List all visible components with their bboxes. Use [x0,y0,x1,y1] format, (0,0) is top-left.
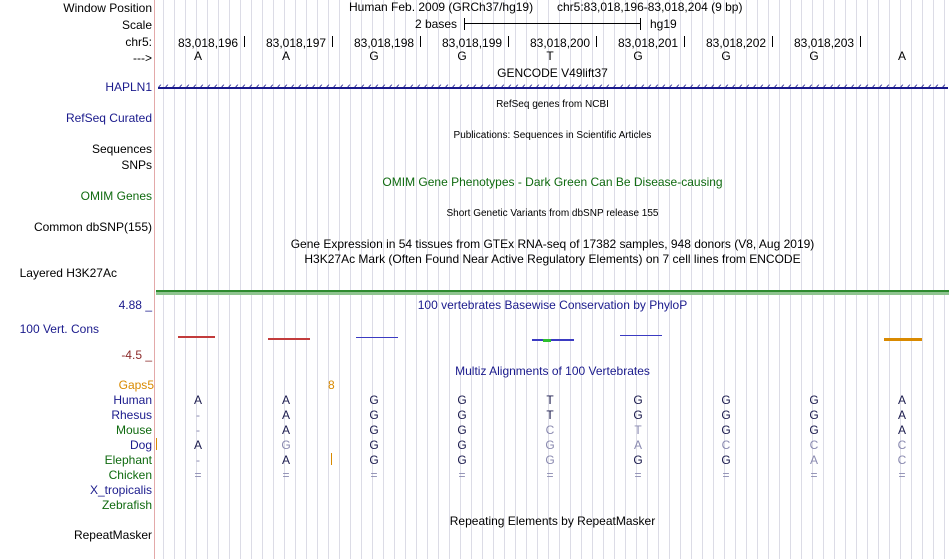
omim-title[interactable]: OMIM Gene Phenotypes - Dark Green Can Be Disease-causing [382,175,723,189]
grid-line [394,0,395,559]
alignment-base: G [545,438,555,452]
chevron-left-icon: ‹ [802,81,806,93]
alignment-base: C [809,438,819,452]
alignment-base: G [721,453,731,467]
chevron-left-icon: ‹ [487,81,491,93]
gencode-title[interactable]: GENCODE V49lift37 [497,66,608,80]
chevron-left-icon: ‹ [648,81,652,93]
alignment-base: G [721,393,731,407]
window-position-label: Window Position [63,1,152,15]
chevron-left-icon: ‹ [823,81,827,93]
chevron-left-icon: ‹ [942,81,946,93]
chevron-left-icon: ‹ [620,81,624,93]
grid-line [317,0,318,559]
chevron-left-icon: ‹ [550,81,554,93]
grid-line [218,0,219,559]
alignment-base: G [369,408,379,422]
chevron-left-icon: ‹ [235,81,239,93]
chevron-left-icon: ‹ [354,81,358,93]
chevron-left-icon: ‹ [718,81,722,93]
cons-max-label: 4.88 _ [118,298,152,312]
grid-line [856,0,857,559]
alignment-base: G [809,408,819,422]
chevron-left-icon: ‹ [732,81,736,93]
alignment-base: A [897,408,906,422]
alignment-base: = [458,468,466,482]
chevron-left-icon: ‹ [746,81,750,93]
chevron-left-icon: ‹ [858,81,862,93]
alignment-base: - [196,453,200,467]
chevron-left-icon: ‹ [844,81,848,93]
chevron-left-icon: ‹ [228,81,232,93]
gap-count-8: 8 [328,378,335,392]
grid-line [526,0,527,559]
chevron-left-icon: ‹ [221,81,225,93]
phylop-title[interactable]: 100 vertebrates Basewise Conservation by PhyloP [417,298,688,312]
ruler-coordinate: 83,018,203 [794,36,855,50]
alignment-base: - [196,408,200,422]
track-label-column [0,0,154,559]
chevron-left-icon: ‹ [494,81,498,93]
chevron-left-icon: ‹ [249,81,253,93]
scale-text: 2 bases [415,17,458,31]
chevron-left-icon: ‹ [676,81,680,93]
chevron-left-icon: ‹ [424,81,428,93]
alignment-base: A [897,423,906,437]
ruler-coordinate: 83,018,198 [354,36,415,50]
chevron-left-icon: ‹ [452,81,456,93]
chevron-left-icon: ‹ [767,81,771,93]
chevron-left-icon: ‹ [907,81,911,93]
chevron-left-icon: ‹ [886,81,890,93]
chevron-left-icon: ‹ [207,81,211,93]
h3k27ac-title[interactable]: H3K27Ac Mark (Often Found Near Active Regulatory Elements) on 7 cell lines from ENCODE [304,252,801,266]
grid-line [163,0,164,559]
gaps-label: Gaps5 [118,378,154,392]
chevron-left-icon: ‹ [543,81,547,93]
chevron-left-icon: ‹ [165,81,169,93]
chevron-left-icon: ‹ [879,81,883,93]
chr-label: chr5: [125,35,152,49]
chevron-left-icon: ‹ [774,81,778,93]
alignment-base: A [281,423,290,437]
chevron-left-icon: ‹ [284,81,288,93]
alignment-base: T [634,423,642,437]
reference-base: A [281,49,290,63]
chevron-left-icon: ‹ [872,81,876,93]
alignment-base: G [633,408,643,422]
alignment-base: = [370,468,378,482]
chevron-left-icon: ‹ [277,81,281,93]
chevron-left-icon: ‹ [459,81,463,93]
chevron-left-icon: ‹ [305,81,309,93]
chevron-left-icon: ‹ [606,81,610,93]
chevron-left-icon: ‹ [438,81,442,93]
chevron-left-icon: ‹ [739,81,743,93]
ruler-coordinate: 83,018,200 [530,36,591,50]
reference-base: G [721,49,731,63]
cons-min-label: -4.5 _ [121,348,152,362]
alignment-base: G [457,438,467,452]
chevron-left-icon: ‹ [319,81,323,93]
alignment-base: = [722,468,730,482]
repeatmasker-title[interactable]: Repeating Elements by RepeatMasker [449,514,656,528]
chevron-left-icon: ‹ [396,81,400,93]
chevron-left-icon: ‹ [634,81,638,93]
species-label[interactable]: Rhesus [111,408,152,422]
species-label[interactable]: Zebrafish [101,498,152,512]
alignment-base: G [369,393,379,407]
alignment-base: C [545,423,555,437]
alignment-base: G [457,423,467,437]
chevron-left-icon: ‹ [242,81,246,93]
chevron-left-icon: ‹ [914,81,918,93]
gtex-title[interactable]: Gene Expression in 54 tissues from GTEx RNA-seq of 17382 samples, 948 donors (V8, Aug 2019) [290,237,815,251]
label-separator [154,0,155,559]
chevron-left-icon: ‹ [312,81,316,93]
chevron-left-icon: ‹ [179,81,183,93]
alignment-base: A [281,453,290,467]
dbsnp-title[interactable]: Short Genetic Variants from dbSNP release 155 [446,208,659,219]
chevron-left-icon: ‹ [851,81,855,93]
chevron-left-icon: ‹ [298,81,302,93]
ruler-coordinate: 83,018,201 [618,36,679,50]
chevron-left-icon: ‹ [186,81,190,93]
ruler-coordinate: 83,018,199 [442,36,503,50]
alignment-base: G [633,393,643,407]
grid-line [757,0,758,559]
assembly-title: Human Feb. 2009 (GRCh37/hg19) [349,0,534,14]
chevron-left-icon: ‹ [585,81,589,93]
chevron-left-icon: ‹ [480,81,484,93]
chevron-left-icon: ‹ [515,81,519,93]
chevron-left-icon: ‹ [557,81,561,93]
chevron-left-icon: ‹ [158,81,162,93]
grid-line [625,0,626,559]
ruler-coordinate: 83,018,197 [266,36,327,50]
alignment-base: G [457,393,467,407]
alignment-base: G [633,453,643,467]
chevron-left-icon: ‹ [788,81,792,93]
scale-label: Scale [121,18,152,32]
chevron-left-icon: ‹ [592,81,596,93]
ruler-tick [244,36,245,47]
refseq-title[interactable]: RefSeq genes from NCBI [496,99,609,110]
alignment-base: C [897,438,907,452]
alignment-base: A [281,408,290,422]
alignment-base: G [721,408,731,422]
chevron-left-icon: ‹ [291,81,295,93]
snps-label[interactable]: SNPs [121,158,152,172]
alignment-base: A [633,438,642,452]
chevron-left-icon: ‹ [445,81,449,93]
alignment-base: G [809,393,819,407]
alignment-base: = [282,468,290,482]
chevron-left-icon: ‹ [340,81,344,93]
species-label[interactable]: Elephant [104,453,152,467]
reference-base: G [369,49,379,63]
grid-line [449,0,450,559]
chevron-left-icon: ‹ [627,81,631,93]
chevron-left-icon: ‹ [403,81,407,93]
chevron-left-icon: ‹ [641,81,645,93]
alignment-base: G [369,423,379,437]
chevron-left-icon: ‹ [214,81,218,93]
chevron-left-icon: ‹ [900,81,904,93]
grid-line [834,0,835,559]
chevron-left-icon: ‹ [473,81,477,93]
grid-line [779,0,780,559]
ruler-coordinate: 83,018,196 [178,36,239,50]
chevron-left-icon: ‹ [816,81,820,93]
alignment-base: G [369,438,379,452]
chevron-left-icon: ‹ [781,81,785,93]
species-label[interactable]: Chicken [108,468,152,482]
grid-line [933,0,934,559]
alignment-base: C [721,438,731,452]
chevron-left-icon: ‹ [669,81,673,93]
chevron-left-icon: ‹ [690,81,694,93]
omim-label[interactable]: OMIM Genes [80,189,152,203]
chevron-left-icon: ‹ [466,81,470,93]
alignment-base: G [809,423,819,437]
alignment-base: G [281,438,291,452]
chevron-left-icon: ‹ [795,81,799,93]
chevron-left-icon: ‹ [522,81,526,93]
alignment-base: G [545,453,555,467]
alignment-base: = [634,468,642,482]
alignment-base: - [196,423,200,437]
chevron-left-icon: ‹ [529,81,533,93]
ruler-tick [508,36,509,47]
alignment-base: A [809,453,818,467]
chevron-left-icon: ‹ [655,81,659,93]
chevron-left-icon: ‹ [200,81,204,93]
chevron-left-icon: ‹ [256,81,260,93]
chevron-left-icon: ‹ [193,81,197,93]
strand-label: ---> [133,51,152,65]
chevron-left-icon: ‹ [263,81,267,93]
grid-line [603,0,604,559]
alignment-base: = [898,468,906,482]
ruler-coordinate: 83,018,202 [706,36,767,50]
chevron-left-icon: ‹ [711,81,715,93]
db-label: hg19 [650,17,677,31]
chevron-left-icon: ‹ [662,81,666,93]
position-readout: chr5:83,018,196-83,018,204 (9 bp) [557,0,743,14]
chevron-left-icon: ‹ [837,81,841,93]
multiz-title[interactable]: Multiz Alignments of 100 Vertebrates [455,364,650,378]
reference-base: A [193,49,202,63]
chevron-left-icon: ‹ [613,81,617,93]
chevron-left-icon: ‹ [564,81,568,93]
species-label[interactable]: Mouse [115,423,152,437]
species-label[interactable]: Dog [129,438,152,452]
alignment-base: A [193,393,202,407]
species-label[interactable]: Human [113,393,152,407]
chevron-left-icon: ‹ [760,81,764,93]
h3k27ac-signal [156,290,949,295]
chevron-left-icon: ‹ [508,81,512,93]
chevron-left-icon: ‹ [361,81,365,93]
alignment-base: G [369,453,379,467]
alignment-base: A [897,393,906,407]
chevron-left-icon: ‹ [410,81,414,93]
reference-base: G [809,49,819,63]
chevron-left-icon: ‹ [893,81,897,93]
publications-title[interactable]: Publications: Sequences in Scientific Articles [453,130,652,141]
alignment-base: C [897,453,907,467]
sequences-label[interactable]: Sequences [91,142,152,156]
chevron-left-icon: ‹ [928,81,932,93]
ruler-tick [332,36,333,47]
alignment-base: T [546,393,554,407]
chevron-left-icon: ‹ [389,81,393,93]
ruler-tick [860,36,861,47]
chevron-left-icon: ‹ [599,81,603,93]
grid-line [240,0,241,559]
chevron-left-icon: ‹ [704,81,708,93]
grid-line [702,0,703,559]
h3k27ac-label[interactable]: Layered H3K27Ac [19,266,117,280]
chevron-left-icon: ‹ [431,81,435,93]
alignment-base: = [546,468,554,482]
chevron-left-icon: ‹ [753,81,757,93]
chevron-left-icon: ‹ [347,81,351,93]
alignment-base: A [281,393,290,407]
ruler-tick [772,36,773,47]
species-label[interactable]: X_tropicalis [89,483,152,497]
alignment-base: T [546,408,554,422]
alignment-base: G [457,408,467,422]
chevron-left-icon: ‹ [368,81,372,93]
chevron-left-icon: ‹ [326,81,330,93]
chevron-left-icon: ‹ [375,81,379,93]
chevron-left-icon: ‹ [382,81,386,93]
chevron-left-icon: ‹ [921,81,925,93]
reference-base: A [897,49,906,63]
chevron-left-icon: ‹ [270,81,274,93]
ruler-tick [596,36,597,47]
chevron-left-icon: ‹ [683,81,687,93]
chevron-left-icon: ‹ [830,81,834,93]
alignment-base: = [810,468,818,482]
chevron-left-icon: ‹ [417,81,421,93]
grid-line [680,0,681,559]
chevron-left-icon: ‹ [697,81,701,93]
hapln1-label[interactable]: HAPLN1 [105,80,152,94]
chevron-left-icon: ‹ [172,81,176,93]
alignment-base: G [457,453,467,467]
alignment-base: G [721,423,731,437]
ruler-tick [684,36,685,47]
chevron-left-icon: ‹ [571,81,575,93]
chevron-left-icon: ‹ [865,81,869,93]
reference-base: T [546,49,554,63]
chevron-left-icon: ‹ [501,81,505,93]
chevron-left-icon: ‹ [935,81,939,93]
refseq-label[interactable]: RefSeq Curated [65,111,152,125]
ruler-tick [420,36,421,47]
cons-label[interactable]: 100 Vert. Cons [19,322,99,336]
dbsnp-label[interactable]: Common dbSNP(155) [33,220,152,234]
chevron-left-icon: ‹ [333,81,337,93]
reference-base: G [633,49,643,63]
chevron-left-icon: ‹ [725,81,729,93]
repeatmasker-label[interactable]: RepeatMasker [73,528,152,542]
chevron-left-icon: ‹ [809,81,813,93]
alignment-base: A [193,438,202,452]
alignment-base: = [194,468,202,482]
chevron-left-icon: ‹ [536,81,540,93]
reference-base: G [457,49,467,63]
chevron-left-icon: ‹ [578,81,582,93]
